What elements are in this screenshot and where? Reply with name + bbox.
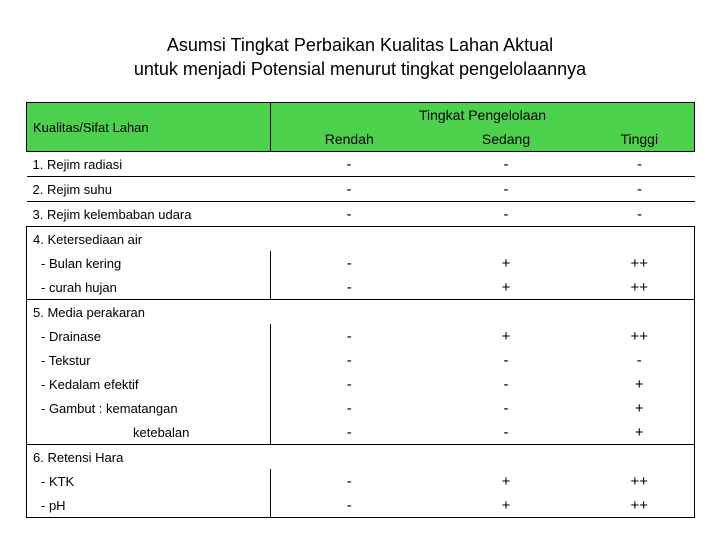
table-row xyxy=(27,396,695,420)
cell-sedang: - xyxy=(428,152,585,177)
title-line-2: untuk menjadi Potensial menurut tingkat pengelolaannya xyxy=(133,59,587,79)
row-label: - KTK xyxy=(27,469,271,493)
row-label: - Tekstur xyxy=(27,348,271,372)
group-heading-row xyxy=(27,445,695,470)
group-heading-row xyxy=(27,227,695,252)
row-label: - Kedalam efektif xyxy=(27,372,271,396)
table-row xyxy=(27,275,695,300)
cell-sedang: + xyxy=(428,275,585,300)
management-level-table xyxy=(26,102,695,518)
cell-tinggi: + xyxy=(585,396,695,420)
cell-rendah: - xyxy=(271,493,428,518)
row-label: - pH xyxy=(27,493,271,518)
cell-sedang: + xyxy=(501,472,511,490)
cell-tinggi: ++ xyxy=(585,469,695,493)
group-heading: 4. Ketersediaan air xyxy=(27,227,695,252)
cell-rendah: - xyxy=(346,375,352,393)
cell-tinggi: ++ xyxy=(585,275,695,300)
table-row xyxy=(27,372,695,396)
cell-rendah: - xyxy=(346,351,352,369)
cell-sedang: - xyxy=(503,399,509,417)
row-label: - Gambut : kematangan xyxy=(27,396,271,420)
cell-tinggi: - xyxy=(585,202,695,227)
table-row xyxy=(27,348,695,372)
row-label: 3. Rejim kelembaban udara xyxy=(27,202,271,227)
cell-tinggi: - xyxy=(585,348,695,372)
cell-rendah: - xyxy=(271,202,428,227)
cell-tinggi: - xyxy=(585,152,695,177)
cell-rendah: - xyxy=(346,472,352,490)
cell-rendah: - xyxy=(271,275,428,300)
row-label: 1. Rejim radiasi xyxy=(27,152,271,177)
cell-tinggi: - xyxy=(585,177,695,202)
cell-sedang: + xyxy=(501,254,511,272)
slide-title xyxy=(0,33,720,81)
header-tingkat: Tingkat Pengelolaan xyxy=(271,103,695,128)
cell-sedang: - xyxy=(428,177,585,202)
cell-sedang: - xyxy=(503,351,509,369)
title-line-1: Asumsi Tingkat Perbaikan Kualitas Lahan Aktual xyxy=(166,35,554,55)
cell-rendah: - xyxy=(271,152,428,177)
cell-rendah: - xyxy=(346,254,352,272)
group-ketersediaan-air xyxy=(27,227,695,300)
group-media-perakaran xyxy=(27,300,695,445)
group-heading: 5. Media perakaran xyxy=(27,300,695,325)
cell-tinggi: + xyxy=(585,420,695,445)
row-label: 2. Rejim suhu xyxy=(27,177,271,202)
cell-sedang: + xyxy=(428,493,585,518)
table-row xyxy=(27,493,695,518)
row-label: - curah hujan xyxy=(27,275,271,300)
group-heading-row xyxy=(27,300,695,325)
header-tinggi: Tinggi xyxy=(585,127,695,152)
cell-rendah: - xyxy=(271,177,428,202)
cell-rendah: - xyxy=(346,327,352,345)
row-label: ketebalan xyxy=(27,420,271,445)
group-heading: 6. Retensi Hara xyxy=(27,445,695,470)
table-row xyxy=(27,324,695,348)
cell-tinggi: + xyxy=(585,372,695,396)
cell-tinggi: ++ xyxy=(585,324,695,348)
table-row xyxy=(27,177,695,202)
row-label: - Drainase xyxy=(27,324,271,348)
table-row xyxy=(27,420,695,445)
cell-tinggi: ++ xyxy=(585,493,695,518)
cell-rendah: - xyxy=(271,420,428,445)
cell-tinggi: ++ xyxy=(585,251,695,275)
cell-sedang: - xyxy=(428,202,585,227)
group-retensi-hara xyxy=(27,445,695,518)
header-rendah: Rendah xyxy=(271,127,428,152)
header-sedang: Sedang xyxy=(428,127,585,152)
table-header xyxy=(27,103,695,152)
cell-rendah: - xyxy=(346,399,352,417)
row-label: - Bulan kering xyxy=(27,251,271,275)
header-kualitas: Kualitas/Sifat Lahan xyxy=(27,103,271,152)
table-row xyxy=(27,251,695,275)
table-row xyxy=(27,202,695,227)
table-row xyxy=(27,469,695,493)
cell-sedang: + xyxy=(501,327,511,345)
cell-sedang: - xyxy=(503,375,509,393)
cell-sedang: - xyxy=(428,420,585,445)
table-row xyxy=(27,152,695,177)
